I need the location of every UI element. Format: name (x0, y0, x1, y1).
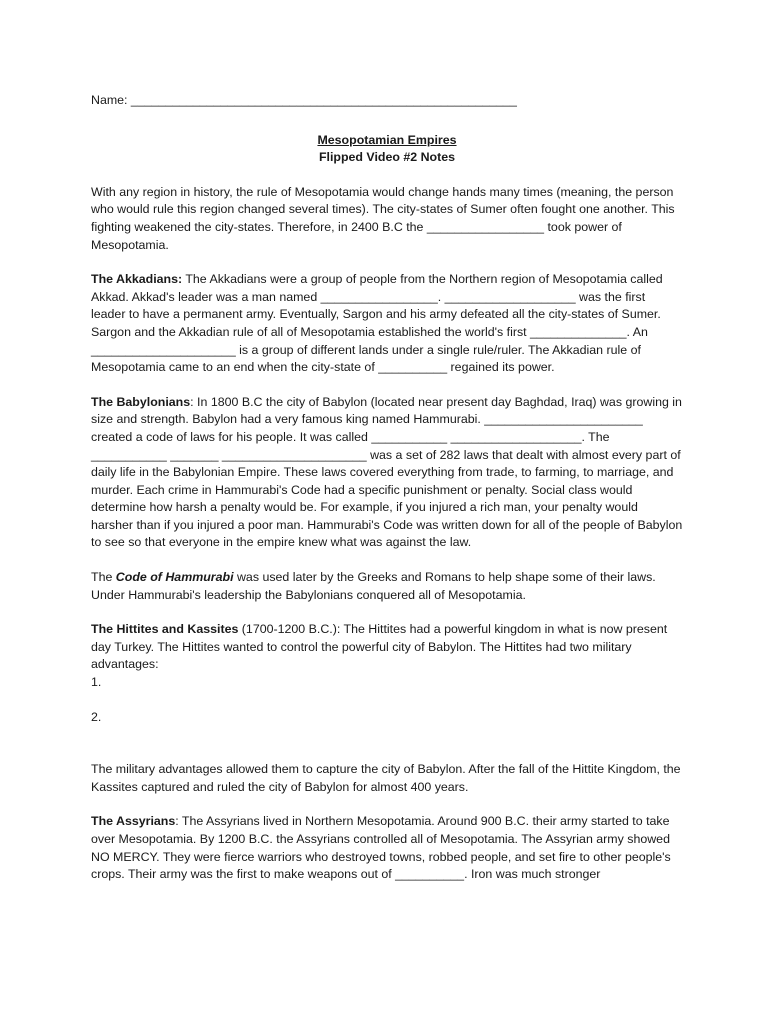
blank-space (91, 726, 683, 761)
babylonians-paragraph (91, 394, 683, 552)
babylonians-text: : In 1800 B.C the city of Babylon (located near present day Baghdad, Iraq) was growing in size and strength. Babylon had a very famous king named Hammurabi. _______________________ created a code of laws for his people. It was called ___________ ___________________. The ___________ _______ _____________________ was a set of 282 laws that dealt with almost every part of daily life in the Babylonian Empire. These laws covered everything from trade, to farming, to marriage, and murder. Each crime in Hammurabi's Code had a specific punishment or penalty. Social class would determine how harsh a penalty would be. For example, if you injured a rich man, your penalty would harsher than if you injured a poor man. Hammurabi's Code was written down for all of the people of Babylon to see so that everyone in the empire knew what was against the law. (91, 394, 683, 550)
assyrians-text: : The Assyrians lived in Northern Mesopotamia. Around 900 B.C. their army started to take over Mesopotamia. By 1200 B.C. the Assyrians controlled all of Mesopotamia. The Assyrian army showed NO MERCY. They were fierce warriors who destroyed towns, robbed people, and set fire to other people's crops. Their army was the first to make weapons out of __________. Iron was much stronger (91, 814, 671, 882)
page-subtitle: Flipped Video #2 Notes (318, 150, 456, 165)
name-line: Name: ________________________________________________________ (91, 93, 517, 107)
page-title (91, 132, 683, 150)
hittites-heading: The Hittites and Kassites (91, 622, 239, 637)
code-text-before: The (91, 570, 116, 585)
code-text-after: was used later by the Greeks and Romans to help shape some of their laws. Under Hammurabi's leadership the Babylonians conquered all of Mesopotamia. (91, 570, 656, 602)
assyrians-paragraph (91, 813, 683, 883)
military-paragraph: The military advantages allowed them to capture the city of Babylon. After the fall of the Hittite Kingdom, the Kassites captured and ruled the city of Babylon for almost 400 years. (91, 762, 681, 794)
akkadians-paragraph (91, 271, 683, 377)
advantage-item-1: 1. (91, 675, 102, 690)
hittites-text: (1700-1200 B.C.): The Hittites had a powerful kingdom in what is now present day Turkey. The Hittites wanted to control the powerful city of Babylon. The Hittites had two military advantages: (91, 622, 668, 672)
code-paragraph (91, 569, 683, 604)
code-emphasis: Code of Hammurabi (115, 570, 234, 585)
worksheet-content (91, 92, 683, 884)
blank-space (91, 692, 683, 709)
hittites-paragraph (91, 621, 683, 674)
advantage-item-2: 2. (91, 709, 102, 724)
akkadians-heading: The Akkadians: (91, 272, 183, 287)
intro-paragraph: With any region in history, the rule of Mesopotamia would change hands many times (meaning, the person who would rule this region changed several times). The city-states of Sumer often fought one another. This fighting weakened the city-states. Therefore, in 2400 B.C the _________________ took power of Mesopotamia. (91, 184, 675, 252)
page-title-text: Mesopotamian Empires (317, 132, 457, 147)
babylonians-heading: The Babylonians (91, 394, 191, 409)
assyrians-heading: The Assyrians (91, 814, 176, 829)
akkadians-text: The Akkadians were a group of people from the Northern region of Mesopotamia called Akkad. Akkad's leader was a man named _________________. ___________________ was the first leader to have a permanent army. Eventually, Sargon and his army defeated all the city-states of Sumer. Sargon and the Akkadian rule of all of Mesopotamia established the world's first ______________. An _____________________ is a group of different lands under a single rule/ruler. The Akkadian rule of Mesopotamia came to an end when the city-state of __________ regained its power. (91, 272, 663, 375)
